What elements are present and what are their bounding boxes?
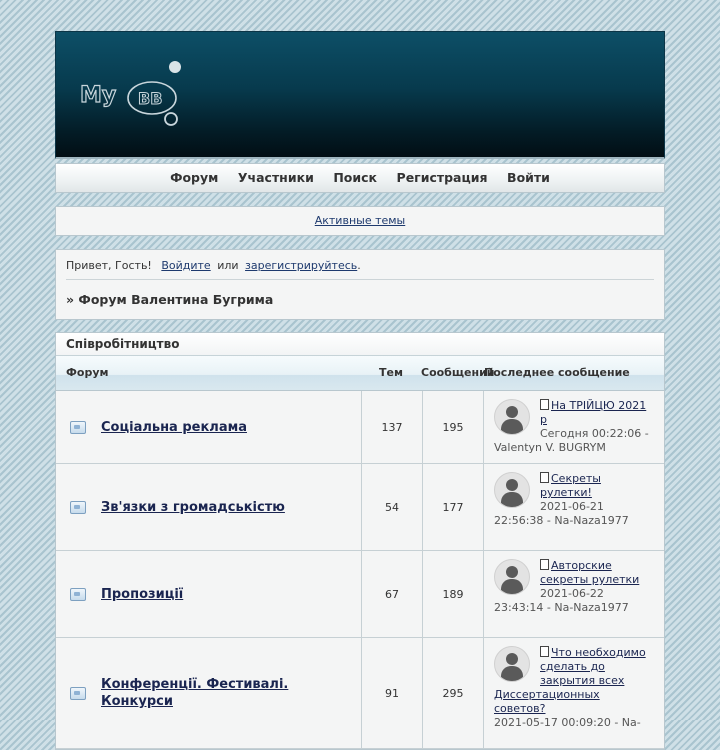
nav-forum[interactable]: Форум	[170, 170, 219, 185]
svg-text:BB: BB	[138, 89, 163, 108]
forum-icon	[70, 421, 86, 434]
last-post-link[interactable]: Что необходимо сделать до закрытия всех Диссертационных советов?	[494, 646, 646, 715]
table-header	[56, 356, 664, 391]
greeting-text: Привет, Гость!	[66, 259, 152, 272]
topics-count: 67	[362, 551, 423, 637]
last-post-cell	[484, 551, 664, 637]
register-link[interactable]: зарегистрируйтесь	[245, 259, 358, 272]
nav-members[interactable]: Участники	[237, 170, 314, 185]
avatar[interactable]	[494, 646, 530, 682]
forum-row	[56, 551, 664, 638]
period-text: .	[357, 259, 361, 272]
last-post-cell	[484, 391, 664, 463]
or-text: или	[217, 259, 239, 272]
last-post-link[interactable]: На ТРІЙЦЮ 2021 р	[540, 399, 647, 426]
forum-row	[56, 464, 664, 551]
last-post-link[interactable]: Авторские секреты рулетки	[540, 559, 640, 586]
posts-count: 177	[423, 464, 484, 550]
avatar[interactable]	[494, 399, 530, 435]
main-menu	[55, 163, 665, 193]
last-post-meta: 2021-06-22 23:43:14 - Na-Naza1977	[494, 587, 629, 614]
forum-category-box	[55, 332, 665, 750]
last-post-cell	[484, 638, 664, 748]
forum-link[interactable]: Соціальна реклама	[101, 419, 247, 435]
document-icon	[540, 559, 549, 570]
nav-search[interactable]: Поиск	[333, 170, 378, 185]
col-topics: Тем	[379, 366, 403, 379]
document-icon	[540, 646, 549, 657]
svg-text:My: My	[80, 83, 117, 108]
forum-icon	[70, 501, 86, 514]
avatar[interactable]	[494, 559, 530, 595]
topics-count: 91	[362, 638, 423, 748]
topics-count: 54	[362, 464, 423, 550]
site-header	[55, 31, 665, 159]
posts-count: 189	[423, 551, 484, 637]
forum-link[interactable]: Конференції. Фестивалі. Конкурси	[101, 677, 289, 709]
last-post-cell	[484, 464, 664, 550]
last-post-meta: 2021-05-17 00:09:20 - Na-	[494, 716, 641, 729]
last-post-link[interactable]: Секреты рулетки!	[540, 472, 601, 499]
welcome-box	[55, 249, 665, 320]
col-forum: Форум	[66, 366, 109, 379]
mybb-logo[interactable]	[80, 58, 190, 128]
welcome-line	[66, 259, 654, 280]
breadcrumb: » Форум Валентина Бугрима	[66, 292, 274, 307]
active-topics-bar	[55, 206, 665, 236]
document-icon	[540, 472, 549, 483]
last-post-meta: 2021-06-21 22:56:38 - Na-Naza1977	[494, 500, 629, 527]
forum-icon	[70, 588, 86, 601]
forum-cell	[56, 551, 362, 637]
avatar[interactable]	[494, 472, 530, 508]
forum-cell	[56, 391, 362, 463]
posts-count: 295	[423, 638, 484, 748]
forum-cell	[56, 638, 362, 748]
posts-count: 195	[423, 391, 484, 463]
active-topics-link[interactable]: Активные темы	[314, 214, 406, 227]
forum-link[interactable]: Зв'язки з громадськістю	[101, 499, 285, 515]
login-link[interactable]: Войдите	[161, 259, 211, 272]
forum-link[interactable]: Пропозиції	[101, 586, 184, 602]
col-posts: Сообщений	[421, 366, 495, 379]
nav-register[interactable]: Регистрация	[396, 170, 488, 185]
forum-row	[56, 391, 664, 464]
topics-count: 137	[362, 391, 423, 463]
forum-row	[56, 638, 664, 749]
col-last-post: Последнее сообщение	[484, 366, 630, 379]
category-title: Співробітництво	[56, 333, 664, 356]
forum-icon	[70, 687, 86, 700]
document-icon	[540, 399, 549, 410]
nav-login[interactable]: Войти	[507, 170, 550, 185]
last-post-meta: Сегодня 00:22:06 - Valentyn V. BUGRYM	[494, 427, 649, 454]
forum-cell	[56, 464, 362, 550]
